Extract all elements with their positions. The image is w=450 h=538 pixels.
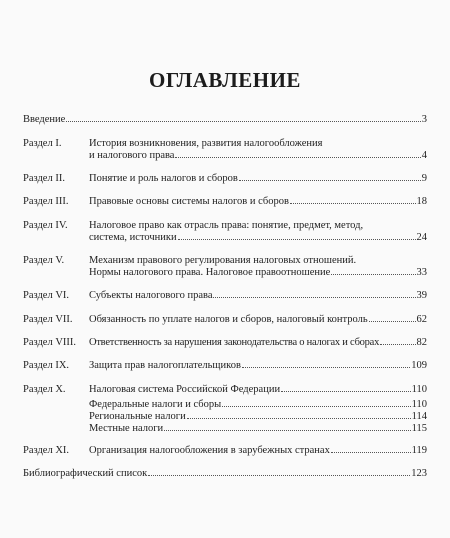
entry-title: Ответственность за нарушения законодательства о налогах и сборах — [89, 337, 380, 348]
dot-leader — [281, 391, 411, 392]
dot-leader — [242, 367, 410, 368]
toc-subentry-regional-taxes[interactable] — [89, 411, 427, 423]
page-number: 119 — [411, 445, 427, 456]
page-number: 3 — [421, 114, 427, 125]
page-number: 110 — [411, 399, 427, 410]
section-label: Раздел I. — [23, 138, 62, 149]
entry-title: Организация налогообложения в зарубежных странах — [89, 445, 330, 456]
page-number: 115 — [411, 423, 427, 434]
page-number: 39 — [416, 290, 427, 301]
entry-title-line-2: Нормы налогового права. Налоговое правоотношение — [89, 267, 331, 278]
page-number: 9 — [421, 173, 427, 184]
dot-leader — [239, 180, 421, 181]
page-number: 114 — [411, 411, 427, 422]
section-label: Раздел VI. — [23, 290, 70, 301]
section-label: Раздел X. — [23, 384, 66, 395]
page-title: ОГЛАВЛЕНИЕ — [149, 68, 301, 92]
section-label: Раздел VIII. — [23, 337, 77, 348]
toc-subentry-federal-taxes[interactable] — [89, 399, 427, 411]
entry-title-line-1: История возникновения, развития налогообложения — [89, 138, 323, 149]
dot-leader — [178, 239, 416, 240]
dot-leader — [187, 418, 411, 419]
entry-title: Обязанность по уплате налогов и сборов, налоговый контроль — [89, 314, 368, 325]
page-number: 24 — [416, 232, 427, 243]
page-number: 4 — [421, 150, 427, 161]
section-label: Раздел II. — [23, 173, 65, 184]
page-number: 33 — [416, 267, 427, 278]
dot-leader — [164, 430, 411, 431]
dot-leader — [213, 297, 415, 298]
dot-leader — [148, 475, 410, 476]
section-label: Раздел V. — [23, 255, 65, 266]
dot-leader — [369, 321, 416, 322]
dot-leader — [331, 452, 411, 453]
dot-leader — [331, 274, 415, 275]
page-number: 109 — [411, 360, 427, 371]
section-label: Раздел IV. — [23, 220, 68, 231]
page-number: 18 — [416, 196, 427, 207]
page-number: 62 — [416, 314, 427, 325]
entry-title: Налоговая система Российской Федерации — [89, 384, 281, 395]
toc-subentry-local-taxes[interactable] — [89, 423, 427, 435]
entry-title-line-2: и налогового права — [89, 150, 175, 161]
entry-title-line-1: Механизм правового регулирования налоговых отношений. — [89, 255, 357, 266]
entry-title: Библиографический список — [23, 468, 148, 479]
dot-leader — [175, 157, 420, 158]
page-number: 123 — [411, 468, 427, 479]
entry-title-line-2: система, источники — [89, 232, 177, 243]
dot-leader — [66, 121, 420, 122]
dot-leader — [290, 203, 416, 204]
entry-title: Федеральные налоги и сборы — [89, 399, 222, 410]
entry-title: Понятие и роль налогов и сборов — [89, 173, 238, 184]
page-number: 110 — [411, 384, 427, 395]
dot-leader — [380, 344, 415, 345]
entry-title: Введение — [23, 114, 66, 125]
entry-title-line-1: Налоговое право как отрасль права: понятие, предмет, метод, — [89, 220, 364, 231]
page-number: 82 — [416, 337, 427, 348]
section-label: Раздел VII. — [23, 314, 73, 325]
section-label: Раздел XI. — [23, 445, 70, 456]
entry-title: Правовые основы системы налогов и сборов — [89, 196, 289, 207]
entry-title: Региональные налоги — [89, 411, 186, 422]
entry-title: Субъекты налогового права — [89, 290, 213, 301]
dot-leader — [222, 406, 410, 407]
entry-title: Защита прав налогоплательщиков — [89, 360, 241, 371]
entry-title: Местные налоги — [89, 423, 164, 434]
section-label: Раздел III. — [23, 196, 69, 207]
section-label: Раздел IX. — [23, 360, 70, 371]
